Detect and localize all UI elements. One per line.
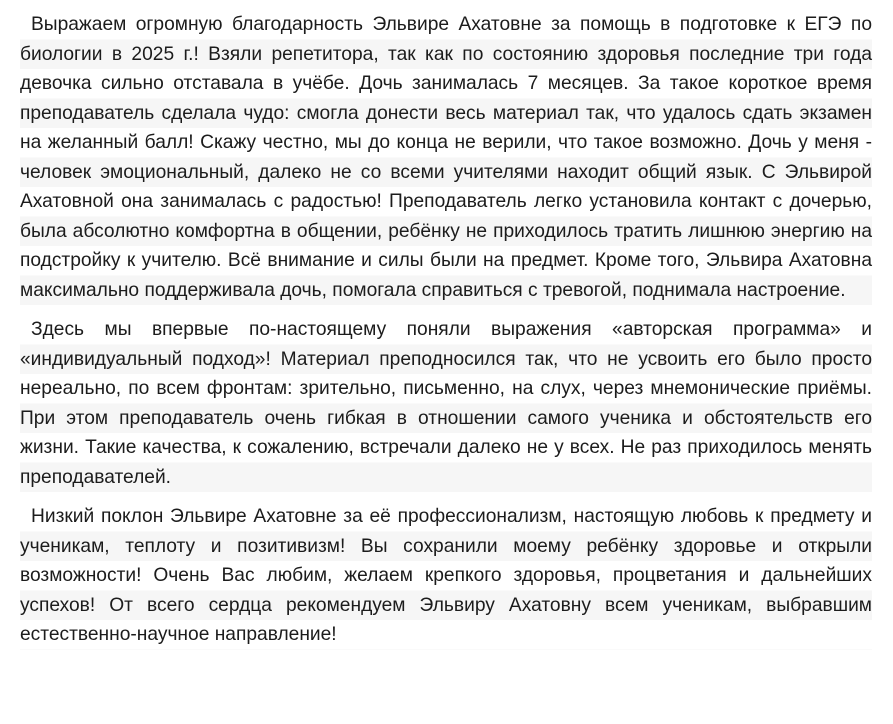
review-paragraph-3: Низкий поклон Эльвире Ахатовне за её профессионализм, настоящую любовь к предмету и ученикам, теплоту и позитивизм! Вы сохранили моему ребёнку здоровье и открыли возможности! Очень Вас любим, желаем крепкого здоровья, процветания и дальнейших успехов! От всего сердца рекомендуем Эльвиру Ахатовну всем ученикам, выбравшим естественно-научное направление! [20, 502, 872, 650]
review-text [20, 10, 872, 650]
review-paragraph-1: Выражаем огромную благодарность Эльвире Ахатовне за помощь в подготовке к ЕГЭ по биологии в 2025 г.! Взяли репетитора, так как по состоянию здоровья последние три года девочка сильно отставала в учёбе. Дочь занималась 7 месяцев. За такое короткое время преподаватель сделала чудо: смогла донести весь материал так, что удалось сдать экзамен на желанный балл! Скажу честно, мы до конца не верили, что такое возможно. Дочь у меня - человек эмоциональный, далеко не со всеми учителями находит общий язык. С Эльвирой Ахатовной она занималась с радостью! Преподаватель легко установила контакт с дочерью, была абсолютно комфортна в общении, ребёнку не приходилось тратить лишнюю энергию на подстройку к учителю. Всё внимание и силы были на предмет. Кроме того, Эльвира Ахатовна максимально поддерживала дочь, помогала справиться с тревогой, поднимала настроение. [20, 10, 872, 305]
review-paragraph-2: Здесь мы впервые по-настоящему поняли выражения «авторская программа» и «индивидуальный подход»! Материал преподносился так, что не усвоить его было просто нереально, по всем фронтам: зрительно, письменно, на слух, через мнемонические приёмы. При этом преподаватель очень гибкая в отношении самого ученика и обстоятельств его жизни. Такие качества, к сожалению, встречали далеко не у всех. Не раз приходилось менять преподавателей. [20, 315, 872, 492]
